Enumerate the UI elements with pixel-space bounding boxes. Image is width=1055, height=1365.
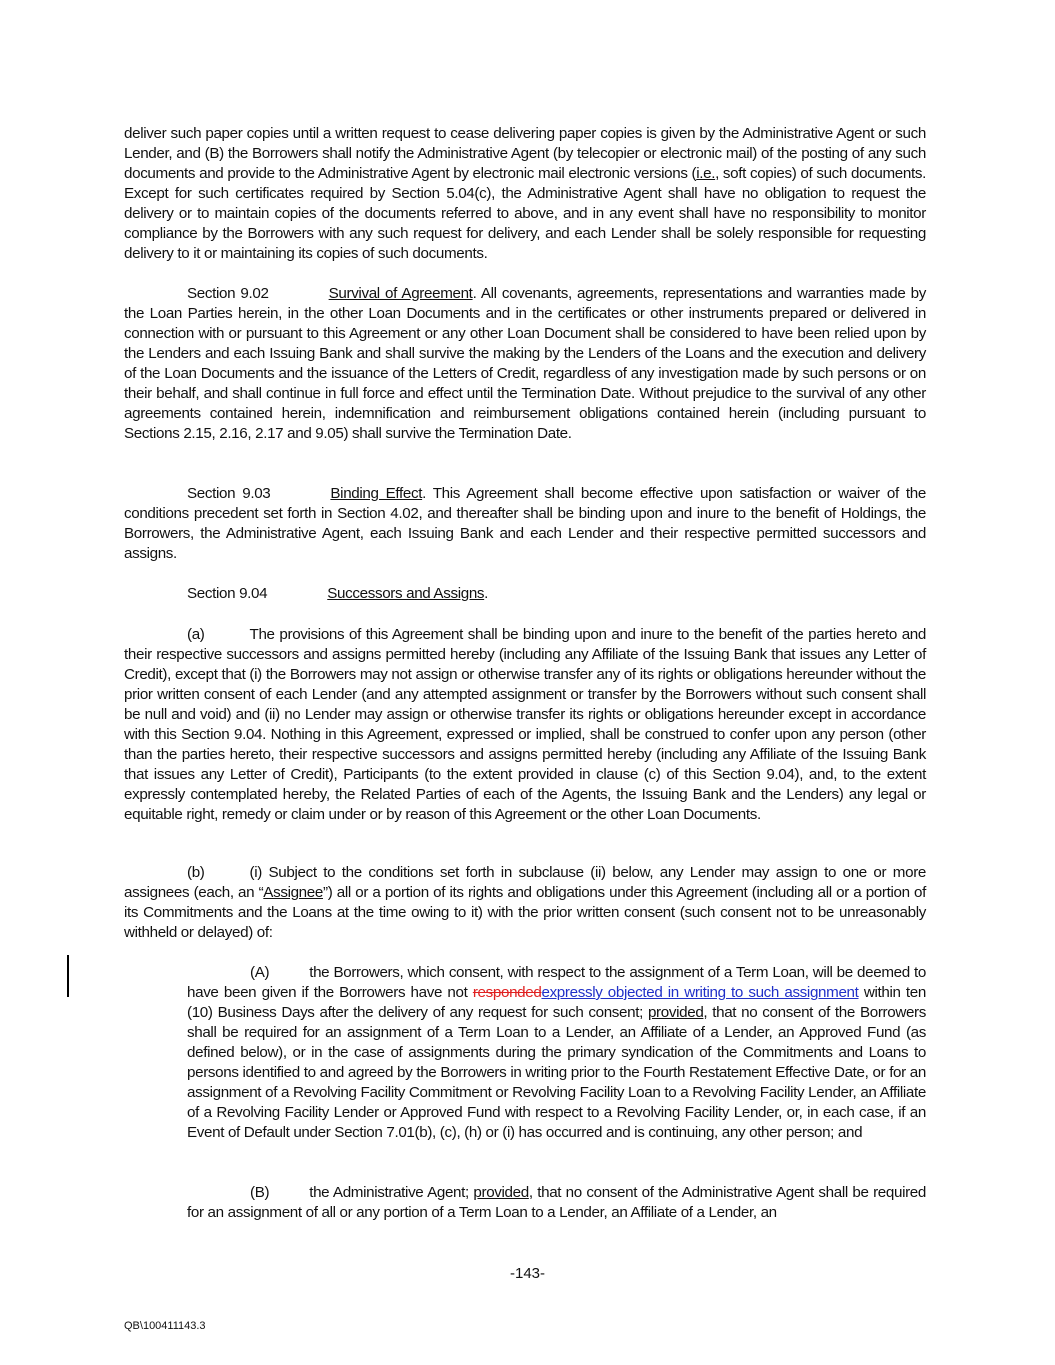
section-number: Section 9.02 [187, 285, 269, 302]
clause-text-rest: ”) all or a portion of its rights and obligations under this Agreement (including all or a portion of its Commitments and the Loans at the time owing to it) with the prior written consent (such consent not to be unreasonably withheld or delayed) of: [124, 884, 927, 941]
inserted-text: expressly objected in writing to such assignment [541, 984, 859, 1001]
section-title: Binding Effect [330, 485, 423, 502]
section-text: . This Agreement shall become effective upon satisfaction or waiver of the conditions precedent set forth in Section 4.02, and thereafter shall be binding upon and inure to the benefit of Holdings, the Borrowers, the Administrative Agent, each Issuing Bank and each Lender and their respective permitted successors and assigns. [124, 485, 926, 562]
section-title-end: . [484, 585, 489, 602]
defined-term-assignee: Assignee [263, 884, 323, 901]
clause-text-rest: , that no consent of the Borrowers shall be required for an assignment of a Term Loan to a Lender, an Affiliate of a Lender, an Approved Fund (as defined below), or in the case of assignments during the primary syndication of the Commitments and Loans to persons identified to and agreed by the Borrowers in writing prior to the Fourth Restatement Effective Date, or for an assignment of a Revolving Facility Commitment or Revolving Facility Loan to a Revolving Facility Lender, an Affiliate of a Revolving Facility Lender or Approved Fund with respect to a Revolving Facility Lender, or, in each case, if an Event of Default under Section 7.01(b), (c), (h) or (i) has occurred and is continuing, any other person; and [187, 1004, 926, 1141]
paragraph-text-rest: , soft copies) of such documents. Except for such certificates required by Section 5.04(c), the Administrative Agent shall have no obligation to request the delivery or to maintain copies of the documents referred to above, and in any event shall have no responsibility to monitor compliance by the Borrowers with any such request for delivery, and each Lender shall be solely responsible for requesting delivery to it or maintaining its copies of such documents. [124, 165, 926, 262]
paragraph-text: deliver such paper copies until a written request to cease delivering paper copies is given by the Administrative Agent or such Lender, and (B) the Borrowers shall notify the Administrative Agent (by telecopier or electronic mail) of the posting of any such documents and provide to the Administrative Agent by electronic mail electronic versions ( [124, 125, 926, 182]
clause-text: the Administrative Agent; [309, 1184, 474, 1201]
clause-text: The provisions of this Agreement shall be binding upon and inure to the benefit of the parties hereto and their respective successors and assigns permitted hereby (including any Affiliate of the Issuing Bank that issues any Letter of Credit), except that (i) the Borrowers may not assign or otherwise transfer any of its rights or obligations hereunder without the prior written consent of each Lender (and any attempted assignment or transfer by the Borrowers without such consent shall be null and void) and (ii) no Lender may assign or otherwise transfer its rights or obligations hereunder except in accordance with this Section 9.04. Nothing in this Agreement, expressed or implied, shall be construed to confer upon any person (other than the parties hereto, their respective successors and assigns permitted hereby (including any Affiliate of the Issuing Bank that issues any Letter of Credit), Participants (to the extent provided in clause (c) of this Section 9.04), and, to the extent expressly contemplated hereby, the Related Parties of each of the Agents, the Issuing Bank and the Lenders) any legal or equitable right, remedy or claim under or by reason of this Agreement or the other Loan Documents. [124, 626, 926, 823]
deleted-text: responded [472, 984, 542, 1001]
section-9-02 [124, 284, 926, 444]
clause-b [124, 863, 926, 943]
section-number: Section 9.04 [187, 585, 268, 602]
ie-term: i.e. [696, 165, 716, 182]
clause-text-mid: within ten (10) Business Days after the delivery of any request for such consent; [187, 984, 926, 1021]
provided-term: provided [647, 1004, 704, 1021]
section-number: Section 9.03 [187, 485, 271, 502]
section-title: Survival of Agreement [328, 285, 473, 302]
provided-term: provided [473, 1184, 529, 1201]
clause-text: (i) Subject to the conditions set forth in subclause (ii) below, any Lender may assign to one or more assignees (each, an “ [124, 864, 926, 901]
section-9-04-heading [124, 584, 926, 604]
section-9-03 [124, 484, 926, 564]
clause-label: (b) [187, 864, 205, 881]
document-id: QB\100411143.3 [124, 1320, 206, 1332]
clause-label: (B) [250, 1184, 270, 1201]
subclause-A [187, 963, 926, 1143]
clause-label: (a) [187, 626, 205, 643]
paragraph-continuation [124, 124, 926, 264]
clause-text: the Borrowers, which consent, with respect to the assignment of a Term Loan, will be deemed to have been given if the Borrowers have not [187, 964, 926, 1001]
clause-text-rest: , that no consent of the Administrative Agent shall be required for an assignment of all or any portion of a Term Loan to a Lender, an Affiliate of a Lender, an [187, 1184, 926, 1221]
revision-change-bar [67, 955, 69, 997]
subclause-B [187, 1183, 926, 1223]
section-title: Successors and Assigns [327, 585, 485, 602]
page-number: -143- [509, 1265, 546, 1282]
clause-label: (A) [250, 964, 270, 981]
clause-a [124, 625, 926, 825]
section-text: . All covenants, agreements, representations and warranties made by the Loan Parties herein, in the other Loan Documents and in the certificates or other instruments prepared or delivered in connection with or pursuant to this Agreement or any other Loan Document shall be considered to have been relied upon by the Lenders and each Issuing Bank and shall survive the making by the Lenders of the Loans and the execution and delivery of the Loan Documents and the issuance of the Letters of Credit, regardless of any investigation made by such persons or on their behalf, and shall continue in full force and effect until the Termination Date. Without prejudice to the survival of any other agreements contained herein, indemnification and reimbursement obligations contained herein (including pursuant to Sections 2.15, 2.16, 2.17 and 9.05) shall survive the Termination Date. [124, 285, 926, 442]
